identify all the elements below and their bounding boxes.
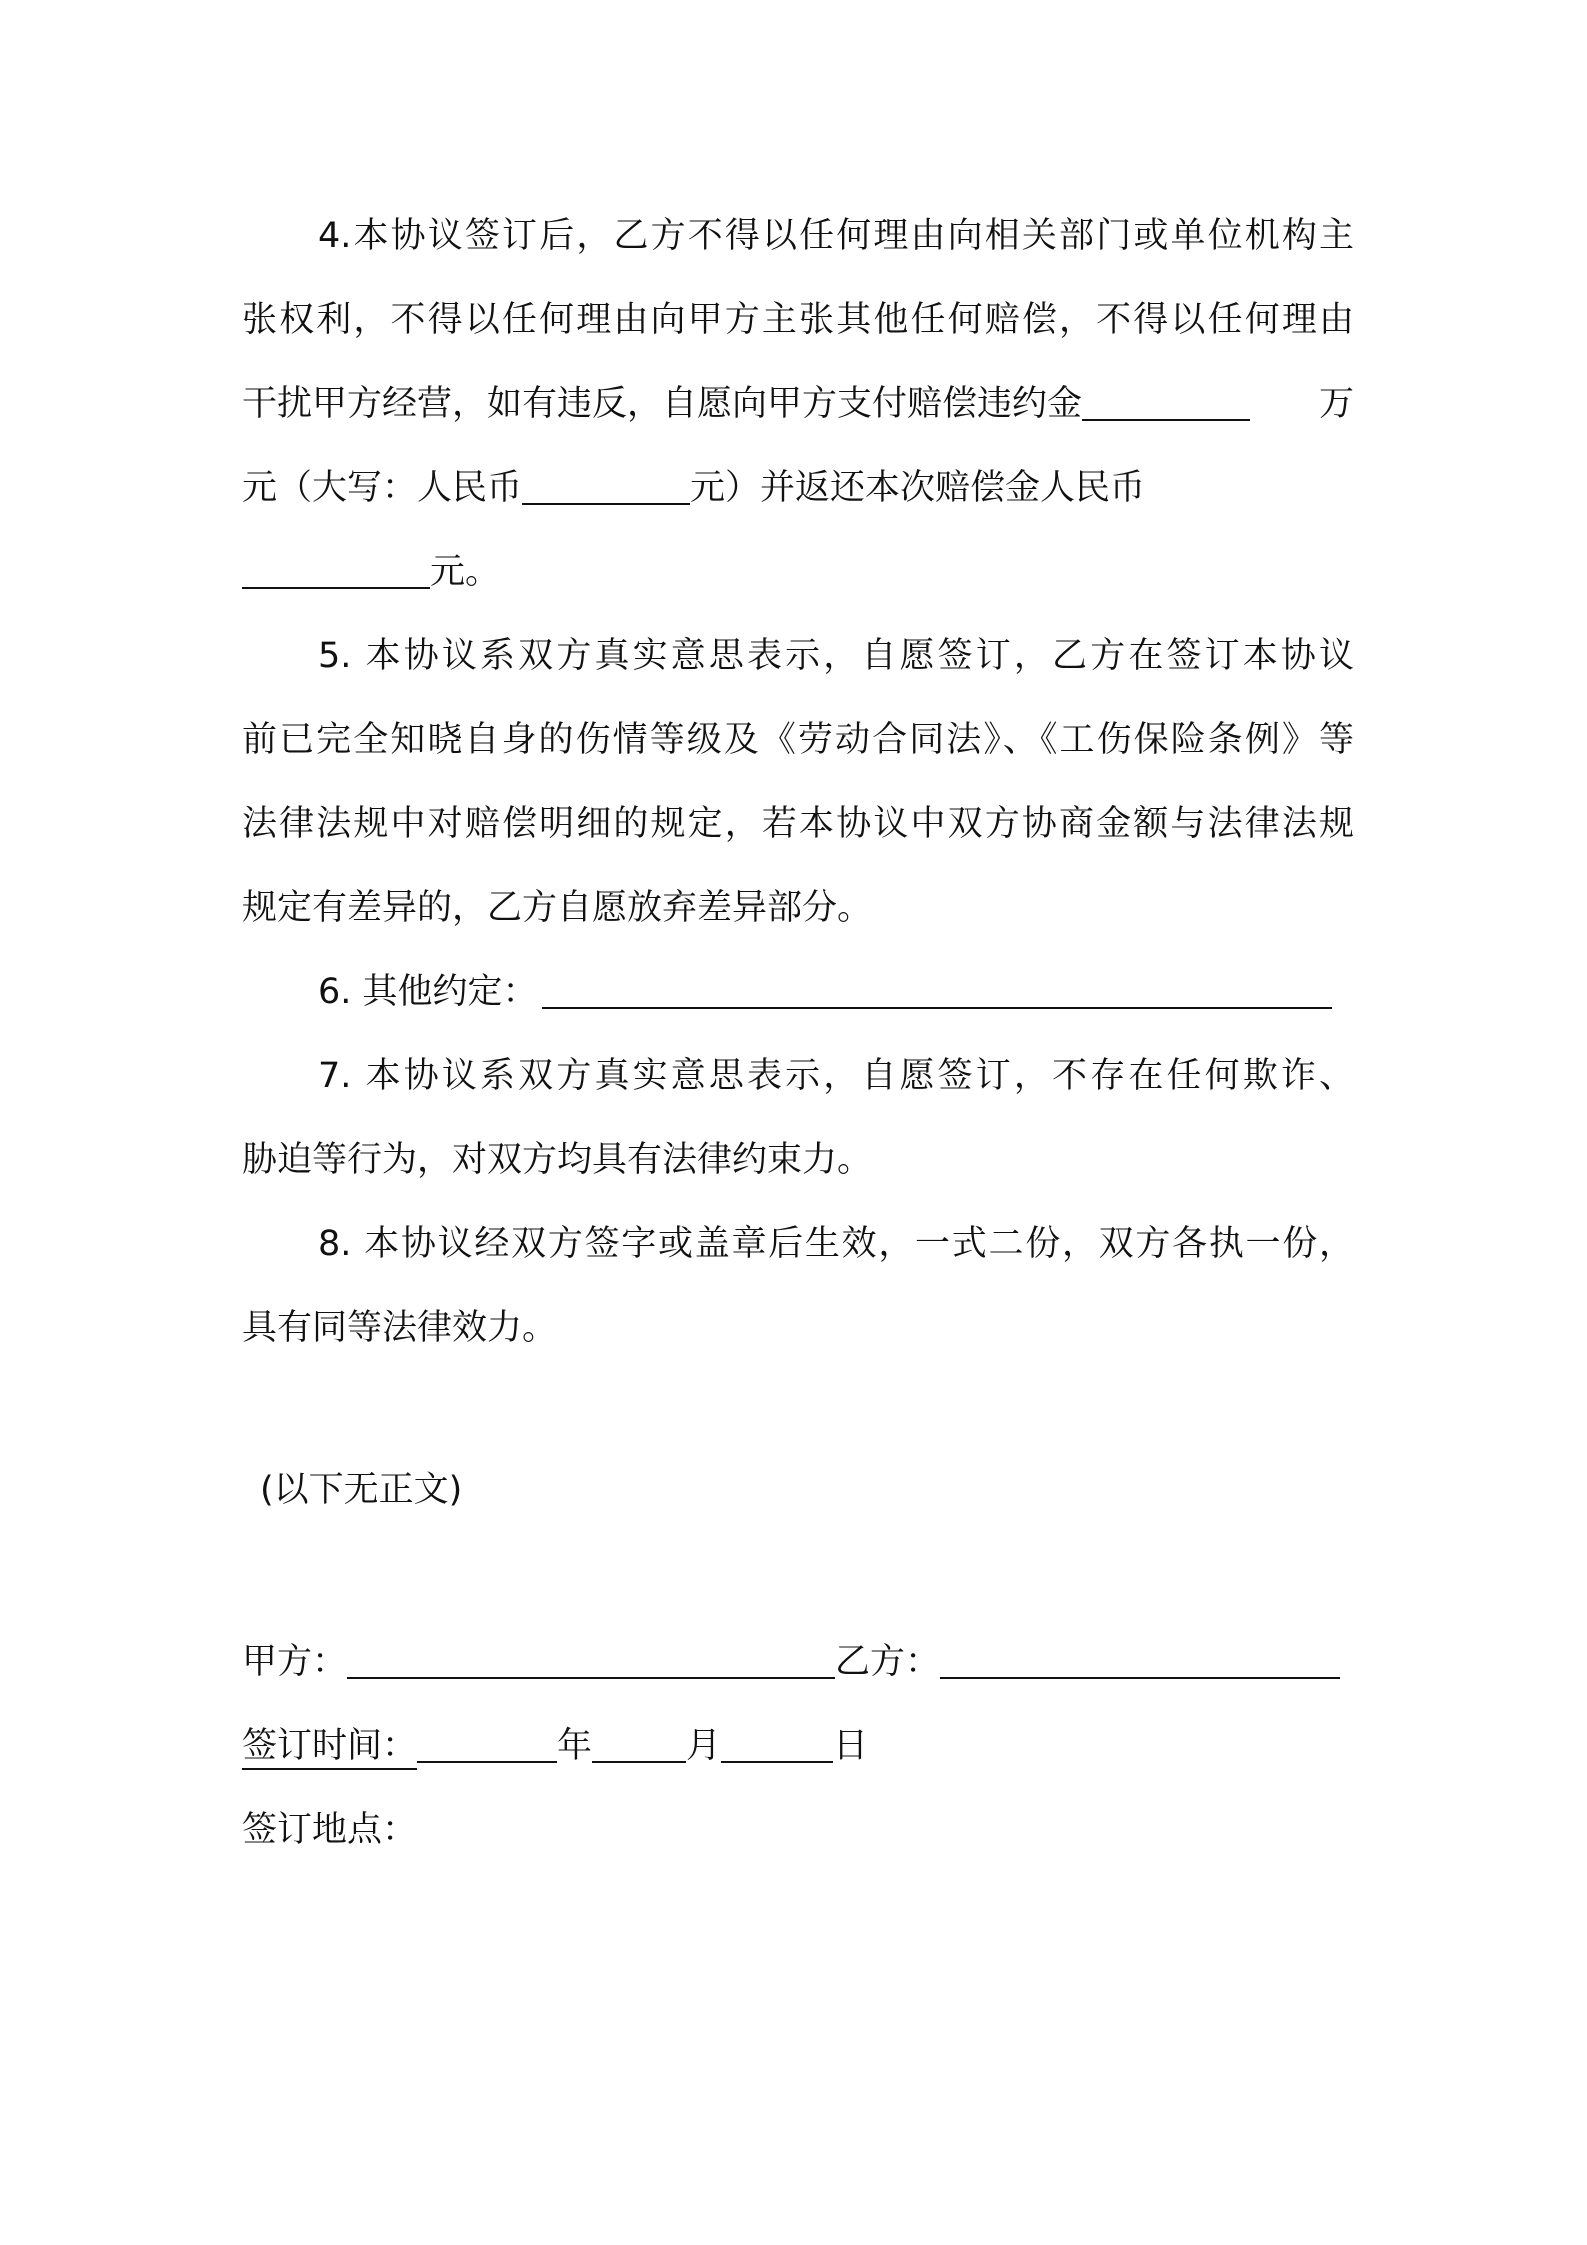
clause4-line3 bbox=[242, 362, 1354, 446]
sign-place-label: 签订地点： bbox=[242, 1810, 418, 1850]
sign-year-blank[interactable] bbox=[417, 1721, 557, 1763]
sign-date-label: 签订时间： bbox=[242, 1726, 417, 1770]
year-label: 年 bbox=[557, 1726, 593, 1766]
clause5-line1: 5. 本协议系双方真实意思表示，自愿签订，乙方在签订本协议 bbox=[318, 636, 1354, 676]
party-b-signature-blank[interactable] bbox=[940, 1637, 1340, 1679]
clause4-line2: 张权利，不得以任何理由向甲方主张其他任何赔偿，不得以任何理由 bbox=[242, 300, 1354, 340]
sign-day-blank[interactable] bbox=[721, 1721, 833, 1763]
party-b-label: 乙方： bbox=[835, 1642, 941, 1682]
refund-amount-blank[interactable] bbox=[242, 547, 430, 589]
clause5-line3: 法律法规中对赔偿明细的规定，若本协议中双方协商金额与法律法规 bbox=[242, 804, 1354, 844]
clause4-line4-text: 元（大写：人民币 bbox=[242, 468, 523, 508]
clause4-line4 bbox=[242, 446, 1354, 530]
sign-month-blank[interactable] bbox=[592, 1721, 686, 1763]
clause4-line5-text: 元。 bbox=[430, 552, 501, 592]
other-terms-blank[interactable] bbox=[542, 967, 1332, 1009]
penalty-amount-uppercase-blank[interactable] bbox=[522, 463, 690, 505]
clause5-line2: 前已完全知晓自身的伤情等级及《劳动合同法》、《工伤保险条例》等 bbox=[242, 720, 1354, 760]
month-label: 月 bbox=[686, 1726, 722, 1766]
clause8-line2: 具有同等法律效力。 bbox=[242, 1308, 558, 1348]
clause4-line4-tail: 元）并返还本次赔偿金人民币 bbox=[690, 468, 1146, 508]
clause6-label: 6. 其他约定： bbox=[318, 972, 538, 1012]
clause4-line5 bbox=[242, 530, 1354, 614]
clause7-line1: 7. 本协议系双方真实意思表示，自愿签订，不存在任何欺诈、 bbox=[318, 1056, 1354, 1096]
clause4-line3-text: 干扰甲方经营，如有违反，自愿向甲方支付赔偿违约金 bbox=[242, 384, 1083, 424]
clause7-line2: 胁迫等行为，对双方均具有法律约束力。 bbox=[242, 1140, 873, 1180]
day-label: 日 bbox=[833, 1726, 869, 1766]
party-a-label: 甲方： bbox=[242, 1642, 348, 1682]
clause6-line bbox=[318, 950, 1354, 1034]
clause4-line3-unit: 万 bbox=[1318, 384, 1354, 424]
clause4-line1: 4.本协议签订后，乙方不得以任何理由向相关部门或单位机构主 bbox=[318, 216, 1354, 256]
end-note: (以下无正文) bbox=[260, 1470, 463, 1510]
sign-date-row bbox=[242, 1704, 1354, 1788]
party-signature-row bbox=[242, 1620, 1354, 1704]
clause5-line4: 规定有差异的，乙方自愿放弃差异部分。 bbox=[242, 888, 873, 928]
sign-place-row bbox=[242, 1788, 1354, 1872]
clause8-line1: 8. 本协议经双方签字或盖章后生效，一式二份，双方各执一份， bbox=[318, 1224, 1354, 1264]
party-a-signature-blank[interactable] bbox=[347, 1637, 835, 1679]
penalty-amount-blank[interactable] bbox=[1082, 379, 1250, 421]
